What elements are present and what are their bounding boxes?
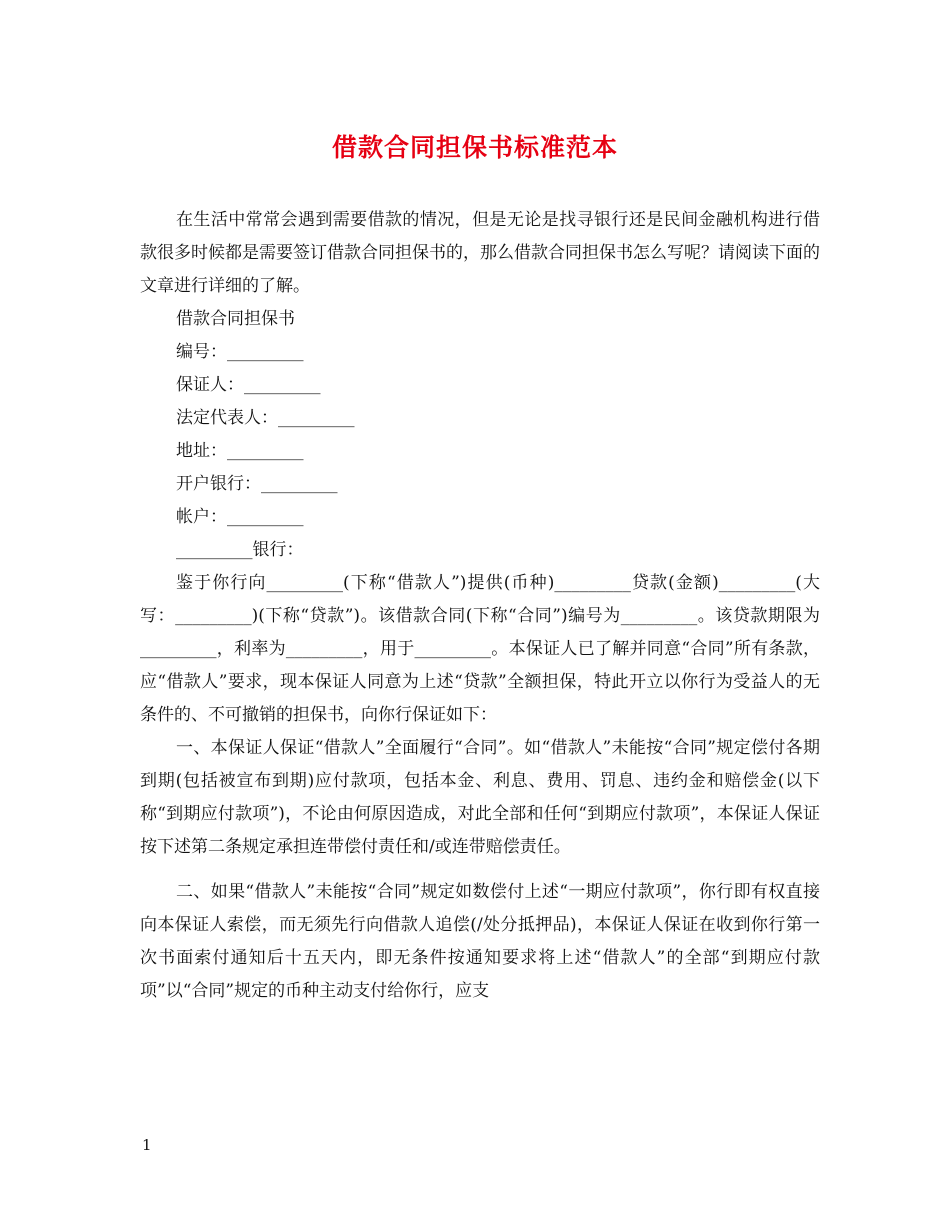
field-legal-representative: 法定代表人：_________ [176, 408, 355, 428]
field-guarantor: 保证人：_________ [176, 375, 321, 395]
field-number: 编号：_________ [176, 342, 304, 362]
document-body [140, 204, 820, 1008]
field-account: 帐户：_________ [176, 507, 304, 527]
document-title: 借款合同担保书标准范本 [331, 133, 618, 162]
field-bank: 开户银行：_________ [176, 474, 338, 494]
document-heading: 借款合同担保书 [176, 309, 295, 329]
field-addressee-bank: _________银行： [176, 540, 304, 560]
clause-2: 二、如果“借款人”未能按“合同”规定如数偿付上述“一期应付款项”，你行即有权直接向本保证人索偿，而无须先行向借款人追偿(/处分抵押品)，本保证人保证在收到你行第一次书面索付通知后十五天内，即无条件按通知要求将上述“借款人”的全部“到期应付款项”以“合同”规定的币种主动支付给你行，应支 [140, 882, 820, 1001]
field-address: 地址：_________ [176, 441, 304, 461]
main-paragraph: 鉴于你行向_________(下称“借款人”)提供(币种)_________贷款(金额)_________(大写：_________)(下称“贷款”)。该借款合同(下称“合同”)编号为_________。该贷款期限为_________，利率为_________，用于_________。本保证人已了解并同意“合同”所有条款，应“借款人”要求，现本保证人同意为上述“贷款”全额担保，特此开立以你行为受益人的无条件的、不可撤销的担保书，向你行保证如下： [140, 573, 820, 725]
page-number: 1 [142, 1136, 152, 1154]
clause-1: 一、本保证人保证“借款人”全面履行“合同”。如“借款人”未能按“合同”规定偿付各期到期(包括被宣布到期)应付款项，包括本金、利息、费用、罚息、违约金和赔偿金(以下称“到期应付款项”)，不论由何原因造成，对此全部和任何“到期应付款项”，本保证人保证按下述第二条规定承担连带偿付责任和/或连带赔偿责任。 [140, 738, 820, 857]
intro-paragraph: 在生活中常常会遇到需要借款的情况，但是无论是找寻银行还是民间金融机构进行借款很多时候都是需要签订借款合同担保书的，那么借款合同担保书怎么写呢？请阅读下面的文章进行详细的了解。 [140, 210, 820, 296]
